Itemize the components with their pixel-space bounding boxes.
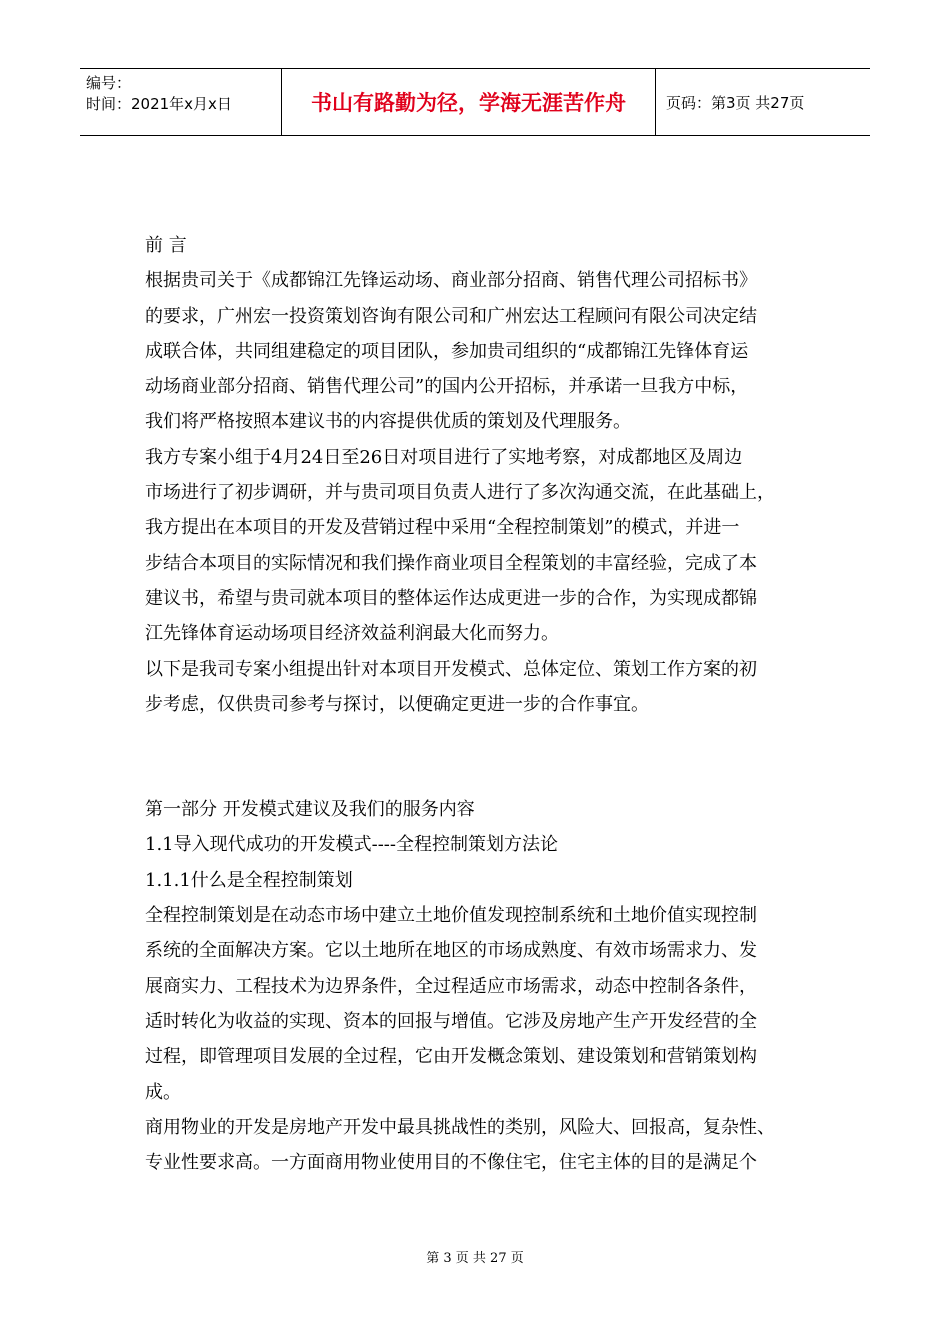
text-line: 根据贵司关于《成都锦江先锋运动场、商业部分招商、销售代理公司招标书》 [145,270,757,292]
number-label: 编号： [86,74,132,92]
subsection-title: 1.1.1什么是全程控制策划 [145,869,353,891]
text-line: 步结合本项目的实际情况和我们操作商业项目全程策划的丰富经验，完成了本 [145,552,757,574]
text-line: 以下是我司专案小组提出针对本项目开发模式、总体定位、策划工作方案的初 [145,658,757,680]
text-line: 的要求，广州宏一投资策划咨询有限公司和广州宏达工程顾问有限公司决定结 [145,305,757,327]
document-body [145,228,825,1180]
page-footer: 第 3 页 共 27 页 [426,1251,524,1266]
text-line: 成。 [145,1081,181,1103]
text-line: 江先锋体育运动场项目经济效益利润最大化而努力。 [145,623,559,645]
header-meta [86,73,232,115]
header-page-info: 页码：第3页 共27页 [666,93,805,112]
text-line: 专业性要求高。一方面商用物业使用目的不像住宅，住宅主体的目的是满足个 [145,1152,757,1174]
text-line: 过程，即管理项目发展的全过程，它由开发概念策划、建设策划和营销策划构 [145,1046,757,1068]
section-title: 1.1导入现代成功的开发模式----全程控制策划方法论 [145,834,558,856]
text-line: 步考虑，仅供贵司参考与探讨，以便确定更进一步的合作事宜。 [145,693,649,715]
time-label: 时间：2021年x月x日 [86,95,232,113]
preface-title: 前 言 [145,235,187,256]
text-line: 动场商业部分招商、销售代理公司”的国内公开招标，并承诺一旦我方中标， [145,376,749,398]
text-line: 我方提出在本项目的开发及营销过程中采用“全程控制策划”的模式，并进一 [145,517,740,539]
text-line: 市场进行了初步调研，并与贵司项目负责人进行了多次沟通交流，在此基础上， [145,482,775,504]
text-line: 我们将严格按照本建议书的内容提供优质的策划及代理服务。 [145,411,631,433]
text-line: 成联合体，共同组建稳定的项目团队，参加贵司组织的“成都锦江先锋体育运 [145,340,749,362]
text-line: 建议书，希望与贵司就本项目的整体运作达成更进一步的合作，为实现成都锦 [145,587,757,609]
text-line: 全程控制策划是在动态市场中建立土地价值发现控制系统和土地价值实现控制 [145,905,757,927]
page-header [80,68,870,136]
text-line: 商用物业的开发是房地产开发中最具挑战性的类别，风险大、回报高，复杂性、 [145,1116,775,1138]
header-motto: 书山有路勤为径，学海无涯苦作舟 [311,91,626,115]
text-line: 展商实力、工程技术为边界条件，全过程适应市场需求，动态中控制各条件， [145,975,757,997]
text-line: 我方专案小组于4月24日至26日对项目进行了实地考察，对成都地区及周边 [145,446,743,468]
spacer [145,722,825,792]
text-line: 适时转化为收益的实现、资本的回报与增值。它涉及房地产生产开发经营的全 [145,1010,757,1032]
text-line: 系统的全面解决方案。它以土地所在地区的市场成熟度、有效市场需求力、发 [145,940,757,962]
header-divider [655,69,656,135]
part-title: 第一部分 开发模式建议及我们的服务内容 [145,799,475,821]
